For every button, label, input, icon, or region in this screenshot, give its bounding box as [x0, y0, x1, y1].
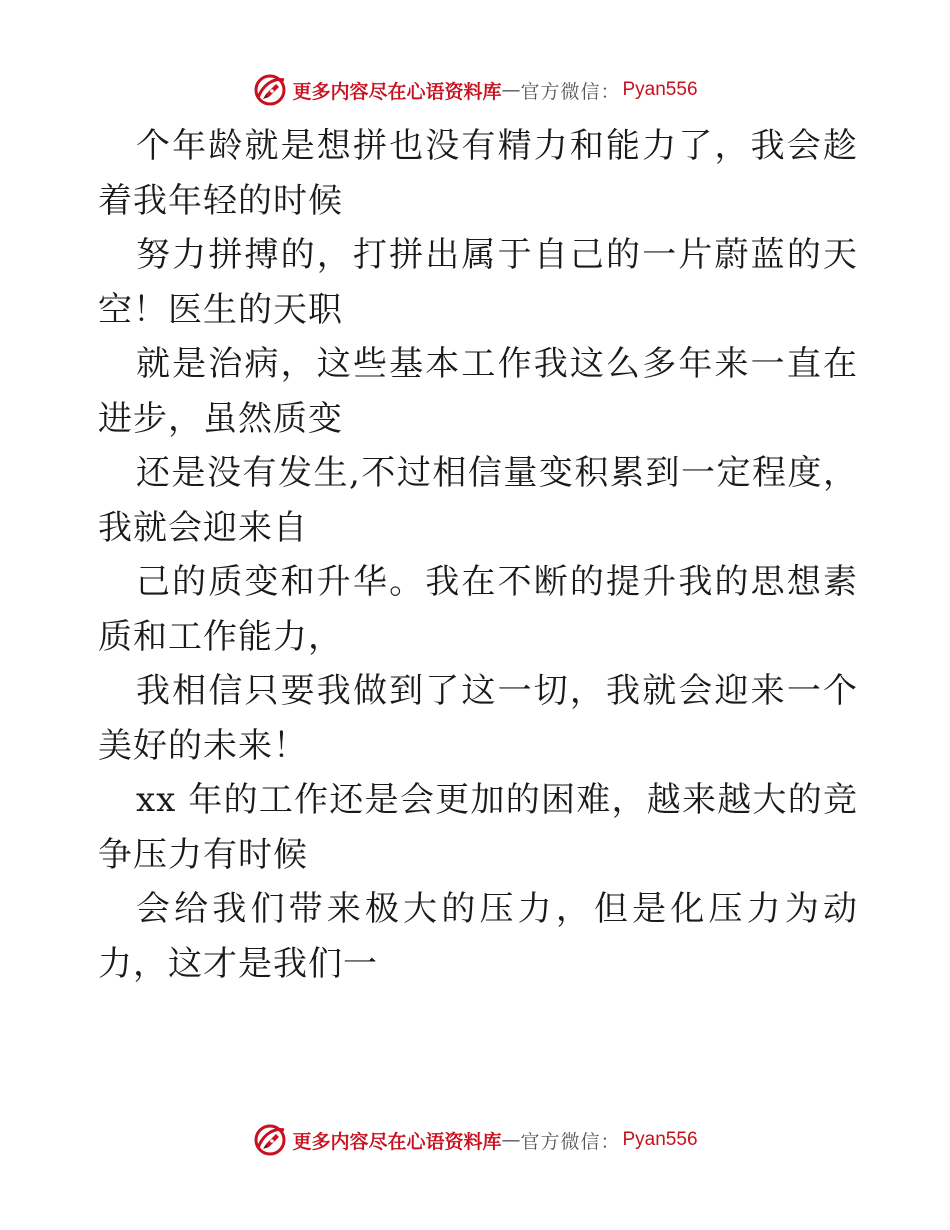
footer-separator: —	[501, 1129, 521, 1151]
footer-brand-text: 更多内容尽在心语资料库	[292, 1130, 502, 1153]
paragraph: 我相信只要我做到了这一切，我就会迎来一个美好的未来！	[98, 671, 858, 766]
paragraph: 就是治病，这些基本工作我这么多年来一直在进步，虽然质变	[98, 344, 858, 439]
header-wechat-label: 官方微信：	[520, 80, 621, 103]
document-body	[98, 119, 858, 991]
header-watermark	[0, 70, 950, 110]
pen-nib-logo-icon	[252, 72, 288, 108]
paragraph: 还是没有发生,不过相信量变积累到一定程度，我就会迎来自	[98, 453, 858, 548]
paragraph: 个年龄就是想拼也没有精力和能力了，我会趁着我年轻的时候	[98, 126, 858, 221]
header-wechat-id: Pyan556	[622, 79, 698, 100]
paragraph: 努力拼搏的，打拼出属于自己的一片蔚蓝的天空！医生的天职	[98, 235, 858, 330]
paragraph: xx 年的工作还是会更加的困难，越来越大的竞争压力有时候	[98, 780, 858, 875]
header-brand-text: 更多内容尽在心语资料库	[292, 80, 502, 103]
paragraph: 会给我们带来极大的压力，但是化压力为动力，这才是我们一	[98, 889, 858, 984]
footer-wechat-label: 官方微信：	[520, 1130, 621, 1153]
paragraph: 己的质变和升华。我在不断的提升我的思想素质和工作能力，	[98, 562, 858, 657]
footer-wechat-id: Pyan556	[622, 1129, 698, 1150]
pen-nib-logo-icon	[252, 1122, 288, 1158]
header-separator: —	[501, 79, 521, 101]
footer-watermark	[0, 1120, 950, 1160]
